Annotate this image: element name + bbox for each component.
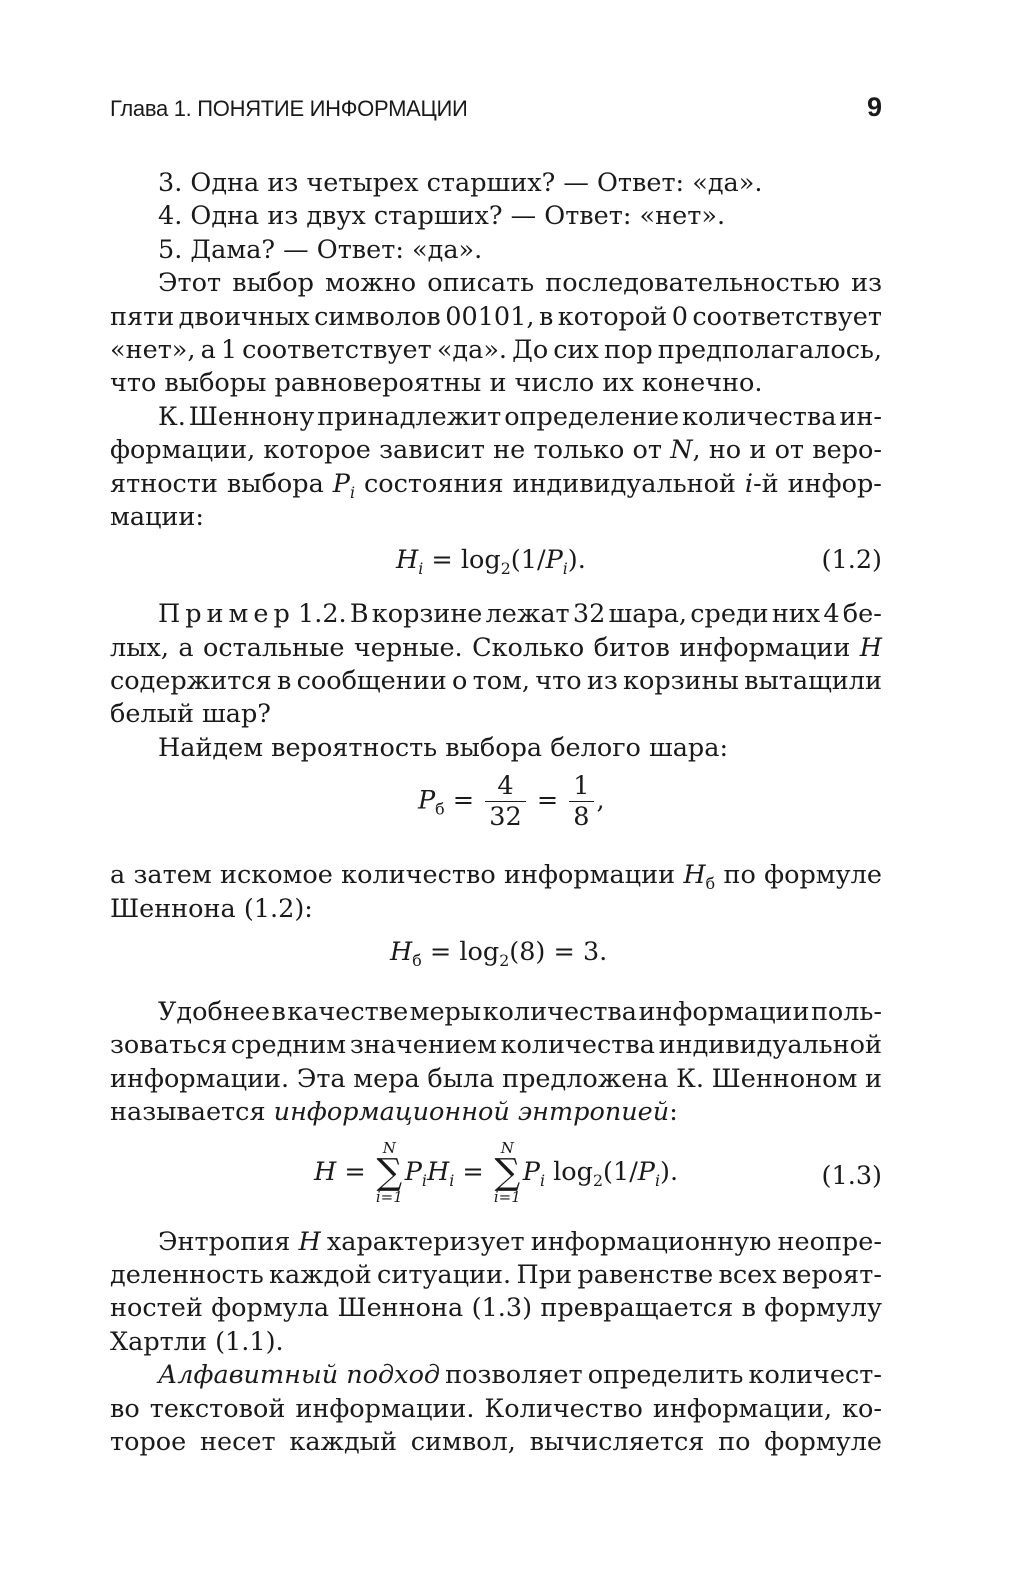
word: индивидуальной	[658, 1030, 882, 1061]
word: информационную	[530, 1226, 772, 1257]
word: пор	[603, 334, 653, 365]
running-head: Глава 1. ПОНЯТИЕ ИНФОРМАЦИИ	[110, 96, 468, 121]
word: Количество	[484, 1393, 643, 1424]
word: «нет»,	[110, 334, 196, 365]
formula-1-3: H = N ∑ i=1 $P_iH_i$ = N ∑ i=1 $P_i$ $\log_2(1/P_i)$. (1.3)	[314, 1138, 882, 1206]
word: о	[451, 666, 468, 697]
word: 1.2.	[298, 599, 347, 630]
para4-line2: Шеннона (1.2):	[110, 893, 313, 924]
word: пяти	[110, 301, 175, 332]
word: текстовой	[149, 1393, 286, 1424]
word: и	[864, 1063, 882, 1094]
word: 32	[572, 599, 606, 630]
word: вычисляется	[529, 1426, 705, 1457]
word: индивидуальной	[512, 468, 736, 499]
word: Шенноном	[711, 1063, 858, 1094]
word: До	[512, 334, 549, 365]
word: количества	[500, 1030, 655, 1061]
word: позволяет	[445, 1360, 583, 1391]
para5-line4: называется информационной энтропией:	[110, 1097, 678, 1128]
word: ко-	[842, 1393, 882, 1424]
word: ин-	[839, 401, 882, 432]
word: последовательностью	[545, 268, 840, 299]
word: К.	[158, 401, 186, 432]
word: от	[774, 435, 805, 466]
word: формула	[211, 1293, 330, 1324]
word: меры	[409, 997, 482, 1028]
word: К.	[676, 1063, 704, 1094]
word: соответствует	[692, 301, 882, 332]
word: количества	[682, 401, 837, 432]
word: качестве	[287, 997, 409, 1028]
word: формулу	[764, 1293, 882, 1324]
page-header	[110, 92, 882, 126]
para6-line2	[110, 1259, 882, 1292]
word: средним	[230, 1030, 347, 1061]
para4-line1: а затем искомое количество информации $H_б$ по формуле	[110, 860, 882, 894]
word: а	[110, 860, 126, 891]
word: бе-	[842, 599, 882, 630]
word: не	[493, 435, 526, 466]
word: ятности	[110, 468, 218, 499]
word: содержится	[110, 666, 272, 697]
word: Шеннону	[188, 401, 315, 432]
word: а	[178, 632, 194, 663]
word: ситуации.	[377, 1259, 512, 1290]
word: всех	[718, 1259, 777, 1290]
word: сих	[553, 334, 599, 365]
para6-line3	[110, 1292, 882, 1325]
para6-line4: Хартли (1.1).	[110, 1326, 284, 1357]
word: символ,	[410, 1426, 516, 1457]
word: сообщении	[296, 666, 447, 697]
para1-line3	[110, 334, 882, 367]
word: характеризует	[326, 1226, 525, 1257]
formula-hb: $H_б = \log_2(8) = 3$.	[390, 937, 608, 971]
para5-line1	[110, 996, 882, 1029]
para5-line3	[110, 1063, 882, 1096]
word: информации.	[110, 1063, 290, 1094]
para1-line1	[110, 267, 882, 300]
word: предполагалось,	[657, 334, 882, 365]
word: во	[110, 1393, 140, 1424]
word: формации,	[110, 435, 256, 466]
list-item-4: 4. Одна из двух старших? — Ответ: «нет».	[158, 201, 726, 232]
word: формуле	[764, 1426, 882, 1457]
word: вытащили	[744, 666, 882, 697]
word: 4	[823, 599, 840, 630]
word: формуле	[764, 860, 882, 891]
word: выбор	[232, 268, 314, 299]
word: искомое	[219, 860, 333, 891]
word: информации	[504, 860, 676, 891]
word: в	[538, 301, 554, 332]
word: которое	[263, 435, 371, 466]
word: 0	[671, 301, 688, 332]
word: в	[741, 1293, 756, 1324]
word: из	[586, 666, 618, 697]
word: Удобнее	[158, 997, 271, 1028]
example-line1: Пример 1.2. В корзине лежат 32 шара, среди них 4 бе-	[110, 598, 882, 631]
word: Шеннона	[337, 1293, 464, 1324]
word: предложена	[502, 1063, 669, 1094]
word: равенстве	[577, 1259, 714, 1290]
word: от	[632, 435, 662, 466]
para5-line2	[110, 1029, 882, 1062]
example-line4: белый шар?	[110, 699, 271, 730]
word: Эта	[296, 1063, 346, 1094]
word: затем	[133, 860, 212, 891]
word: по	[718, 1426, 751, 1457]
word: В	[349, 599, 369, 630]
word: можно	[325, 268, 417, 299]
word: них	[771, 599, 821, 630]
para1-line4: что выборы равновероятны и число их конечно.	[110, 368, 763, 399]
equation-number-1-2: (1.2)	[821, 545, 882, 576]
equation-number-1-3: (1.3)	[821, 1160, 882, 1191]
list-item-5: 5. Дама? — Ответ: «да».	[158, 234, 483, 265]
word: среди	[690, 599, 769, 630]
word: зоваться	[110, 1030, 228, 1061]
word: зависит	[379, 435, 485, 466]
word: шара,	[608, 599, 688, 630]
word: определение	[504, 401, 680, 432]
para2-line4: мации:	[110, 501, 205, 532]
word: битов	[593, 632, 670, 663]
word: количест-	[748, 1360, 882, 1391]
word: том,	[472, 666, 530, 697]
word: деленность	[110, 1259, 264, 1290]
word: Сколько	[472, 632, 585, 663]
example-line2: лых, а остальные черные. Сколько битов информации H	[110, 632, 882, 665]
word: двоичных	[178, 301, 310, 332]
word: корзины	[623, 666, 739, 697]
word: принадлежит	[317, 401, 502, 432]
word: торое	[110, 1426, 187, 1457]
word: что	[535, 666, 582, 697]
word: но	[708, 435, 742, 466]
para1-line2	[110, 301, 882, 334]
para2-line1	[110, 401, 882, 434]
page-body	[110, 167, 882, 1459]
word: 00101,	[445, 301, 535, 332]
para2-line2: формации, которое зависит не только от N, но и от веро-	[110, 434, 882, 467]
word: поль-	[810, 997, 882, 1028]
word: вероят-	[782, 1259, 882, 1290]
word: При	[516, 1259, 573, 1290]
para7-line2	[110, 1393, 882, 1426]
word: состояния	[364, 468, 504, 499]
word: «да».	[436, 334, 508, 365]
word: которой	[557, 301, 668, 332]
word: была	[427, 1063, 495, 1094]
word: несет	[200, 1426, 276, 1457]
word: каждый	[289, 1426, 397, 1457]
word: Этот	[158, 268, 222, 299]
para6-line1: Энтропия H характеризует информационную неопре-	[110, 1226, 882, 1259]
word: информации	[679, 632, 851, 663]
word: в	[271, 997, 286, 1028]
word: и	[749, 435, 767, 466]
word: неопре-	[777, 1226, 882, 1257]
word: из	[851, 268, 882, 299]
word: корзине	[371, 599, 483, 630]
para7-line3	[110, 1426, 882, 1459]
word: только	[533, 435, 625, 466]
word: а	[200, 334, 216, 365]
word: остальные	[203, 632, 345, 663]
word: в	[276, 666, 292, 697]
para7-line1: Алфавитный подход позволяет определить количест-	[110, 1359, 882, 1392]
page-number: 9	[866, 92, 882, 122]
word: значением	[349, 1030, 497, 1061]
word: (1.3)	[471, 1293, 533, 1324]
list-item-3: 3. Одна из четырех старших? — Ответ: «да».	[158, 168, 763, 198]
example-line3	[110, 665, 882, 698]
formula-pb: $P_б$ = $\frac{4}{32}$ = $\frac{1}{8}$ ,	[418, 771, 605, 833]
word: описать	[427, 268, 535, 299]
word: выбора	[226, 468, 324, 499]
word: 1	[220, 334, 238, 365]
para2-line3: ятности выбора $P_i$ состояния индивидуальной i-й инфор-	[110, 468, 882, 502]
word: количество	[341, 860, 496, 891]
word: превращается	[540, 1293, 734, 1324]
word: информации	[638, 997, 810, 1028]
word: информации,	[652, 1393, 833, 1424]
word: информации.	[295, 1393, 475, 1424]
word: веро-	[812, 435, 882, 466]
word: определить	[587, 1360, 744, 1391]
word: количества	[482, 997, 637, 1028]
word: лых,	[110, 632, 169, 663]
word: черные.	[353, 632, 463, 663]
word: ностей	[110, 1293, 203, 1324]
word: каждой	[269, 1259, 372, 1290]
para3-line1: Найдем вероятность выбора белого шара:	[158, 732, 729, 763]
formula-1-2: $H_i = \log_2(1/P_i)$. (1.2)	[396, 545, 882, 579]
word: мера	[353, 1063, 420, 1094]
word: лежат	[485, 599, 570, 630]
word: соответствует	[242, 334, 432, 365]
word: по	[723, 860, 756, 891]
word: символов	[314, 301, 441, 332]
